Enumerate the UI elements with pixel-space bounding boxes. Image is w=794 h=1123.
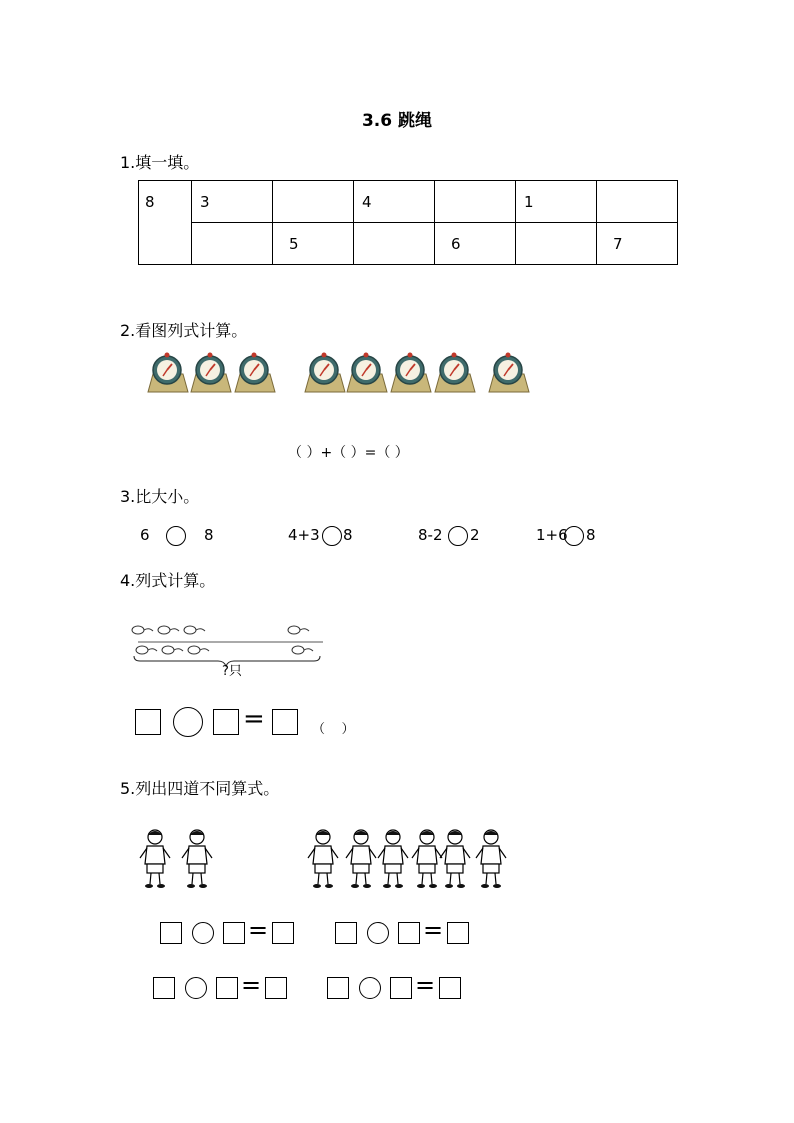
compare-circle[interactable] [322,526,342,546]
tadpole-icon [162,646,183,654]
answer-box[interactable] [439,977,461,999]
compare-3-left: 8-2 [418,526,443,544]
child-icon [306,828,340,894]
answer-box[interactable] [272,709,298,735]
answer-box[interactable] [153,977,175,999]
child-icon [180,828,214,894]
compare-circle[interactable] [564,526,584,546]
compare-circle[interactable] [448,526,468,546]
tadpole-icon [136,646,157,654]
fill-table [138,180,678,265]
tadpole-icon [132,626,153,634]
compare-1-left: 6 [140,526,150,544]
equals-sign: = [248,916,269,944]
answer-box[interactable] [390,977,412,999]
alarm-clock-icon [232,352,278,396]
table-cell[interactable]: 1 [516,181,597,223]
tadpole-diagram [128,620,328,690]
table-cell[interactable] [597,181,678,223]
tadpole-icon [288,626,309,634]
alarm-clock-icon [188,352,234,396]
equals-sign: = [243,704,265,734]
table-cell[interactable]: 7 [597,223,678,265]
compare-circle[interactable] [166,526,186,546]
equals-sign: = [241,971,262,999]
alarm-clock-icon [388,352,434,396]
child-icon [376,828,410,894]
operator-circle[interactable] [173,707,203,737]
operator-circle[interactable] [185,977,207,999]
answer-box[interactable] [213,709,239,735]
child-icon [344,828,378,894]
compare-2-right: 8 [343,526,353,544]
table-cell[interactable]: 3 [192,181,273,223]
table-cell[interactable]: 4 [354,181,435,223]
table-cell[interactable] [273,181,354,223]
table-cell[interactable]: 5 [273,223,354,265]
alarm-clock-icon [145,352,191,396]
brace-label: ?只 [222,664,242,679]
compare-2-left: 4+3 [288,526,320,544]
page-title: 3.6 跳绳 [361,111,433,131]
table-cell[interactable] [354,223,435,265]
table-cell[interactable]: 6 [435,223,516,265]
unit-blank: （ ） [312,722,355,737]
table-cell[interactable] [516,223,597,265]
alarm-clock-icon [486,352,532,396]
alarm-clock-icon [344,352,390,396]
table-cell[interactable] [192,223,273,265]
question-3-label: 3.比大小。 [120,487,200,506]
compare-4-right: 8 [586,526,596,544]
answer-box[interactable] [223,922,245,944]
operator-circle[interactable] [367,922,389,944]
child-icon [438,828,472,894]
compare-3-right: 2 [470,526,480,544]
answer-box[interactable] [265,977,287,999]
alarm-clock-icon [302,352,348,396]
question-1-label: 1.填一填。 [120,153,200,172]
child-icon [138,828,172,894]
equals-sign: = [415,971,436,999]
formula-blank: （ ）+（ ）=（ ） [288,445,409,461]
question-4-label: 4.列式计算。 [120,571,216,590]
compare-4-left: 1+6 [536,526,568,544]
answer-box[interactable] [272,922,294,944]
tadpole-icon [292,646,313,654]
question-5-label: 5.列出四道不同算式。 [120,779,280,798]
question-2-label: 2.看图列式计算。 [120,321,248,340]
operator-circle[interactable] [359,977,381,999]
child-icon [474,828,508,894]
tadpole-icon [184,626,205,634]
total-cell: 8 [139,181,192,265]
table-cell[interactable] [435,181,516,223]
tadpole-icon [158,626,179,634]
answer-box[interactable] [160,922,182,944]
operator-circle[interactable] [192,922,214,944]
answer-box[interactable] [398,922,420,944]
tadpole-icon [188,646,209,654]
answer-box[interactable] [216,977,238,999]
compare-1-right: 8 [204,526,214,544]
answer-box[interactable] [447,922,469,944]
answer-box[interactable] [335,922,357,944]
answer-box[interactable] [135,709,161,735]
equals-sign: = [423,916,444,944]
answer-box[interactable] [327,977,349,999]
alarm-clock-icon [432,352,478,396]
